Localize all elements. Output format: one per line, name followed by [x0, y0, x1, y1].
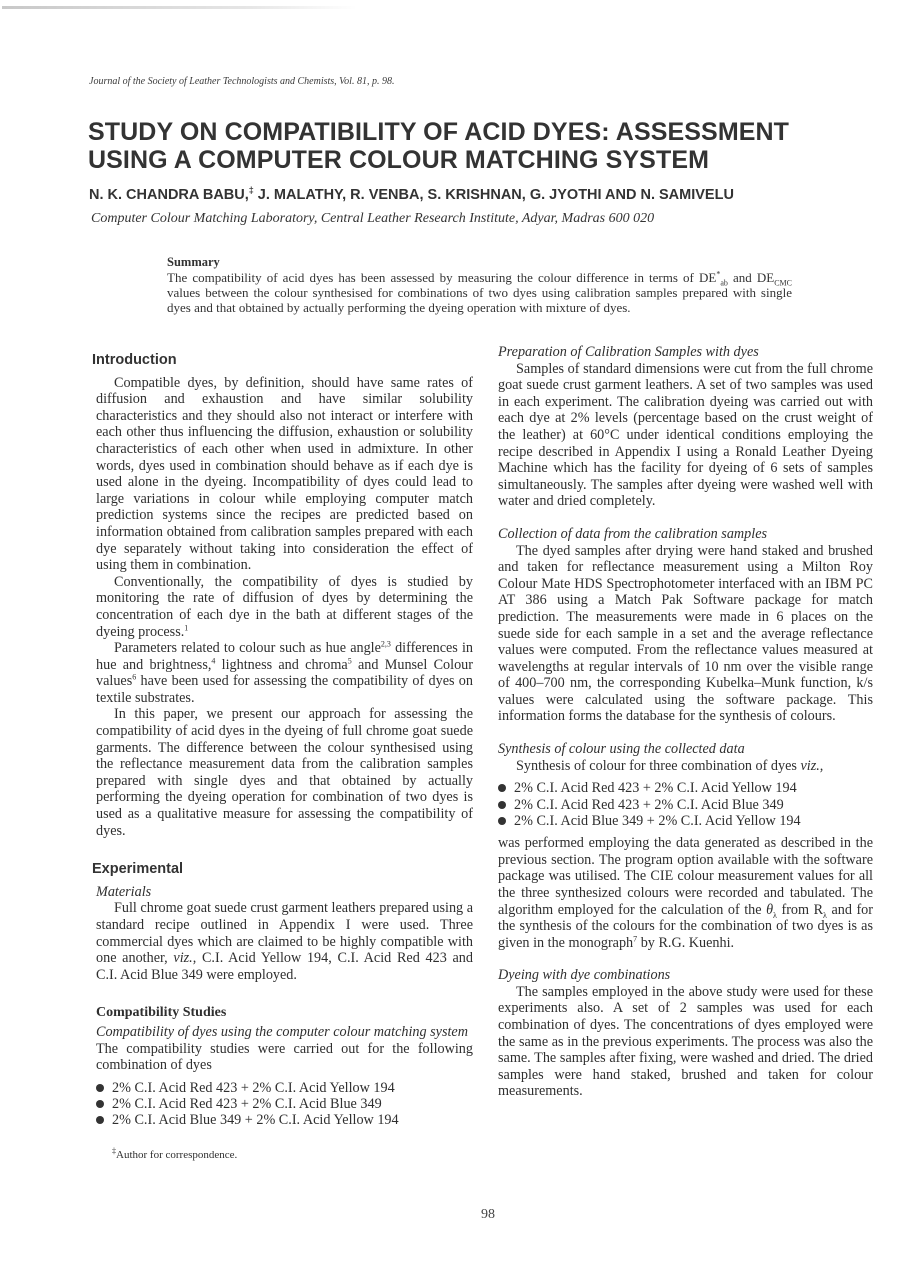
intro-paragraph-1: Compatible dyes, by definition, should have same rates of diffusion and exhaustion and have similar solubility characteristics and they should also not interact or interfere with each other thus influencing the diffusion, exhaustion or solubility characteristics of each other when used in admixture. In other words, dyes used in combination should behave as if each dye is used alone in the dyeing. Incompatibility of dyes could lead to large variations in colour while employing computer match prediction systems since the recipes are predicted based on information obtained from calibration samples prepared with each dye separately without taking into consideration the effect of using them in combination. — [96, 374, 473, 574]
lambda-subscript: λ — [823, 910, 827, 920]
preparation-paragraph: Samples of standard dimensions were cut from the full chrome goat suede crust garment leathers. A set of two samples was used in each experiment. The calibration dyeing was carried out with each dye at 2% levels (percentage based on the crust weight of the leather) at 60°C under identical conditions employing the recipe described in Appendix I using a Ronald Leather Dyeing Machine which has the facility for dyeing of 6 sets of samples simultaneously. The samples after dyeing were washed well with water and dried completely. — [498, 360, 873, 510]
list-item — [96, 1112, 473, 1128]
intro-paragraph-4: In this paper, we present our approach for assessing the compatibility of acid dyes in the dyeing of full chrome goat suede garments. The difference between the colour synthesised using the reflectance measurement data from the calibration samples prepared with single dyes and that obtained by actually performing the dyeing operation for combination of two dyes is used as a qualitative measure for assessing the compatibility of dyes. — [96, 706, 473, 839]
intro-paragraph-2 — [96, 574, 473, 640]
de-superscript: * — [716, 269, 721, 279]
synthesis-heading: Synthesis of colour using the collected data — [498, 741, 745, 758]
summary-heading: Summary — [167, 255, 220, 269]
list-item-text: 2% C.I. Acid Red 423 + 2% C.I. Acid Blue 349 — [112, 1096, 382, 1113]
materials-text: , C.I. Acid Yellow 194, C.I. Acid Red 423 and C.I. Acid Blue 349 were employed. — [96, 950, 473, 983]
viz-italic: viz. — [173, 950, 193, 967]
collection-heading: Collection of data from the calibration samples — [498, 525, 768, 542]
intro-paragraph-3 — [96, 640, 473, 706]
list-item — [498, 813, 873, 829]
left-column — [92, 352, 473, 1163]
title-line-1: STUDY ON COMPATIBILITY OF ACID DYES: ASSESSMENT — [88, 118, 790, 146]
synthesis-combination-list — [498, 780, 873, 829]
materials-paragraph — [96, 900, 473, 983]
bullet-icon — [96, 1100, 104, 1108]
collection-paragraph: The dyed samples after drying were hand staked and brushed and taken for reflectance measurement using a Milton Roy Colour Mate HDS Spectrophotometer interfaced with an IBM PC AT 386 using a Match Pak Software package for match prediction. The measurements were made in 6 places on the suede side for each sample in a set and the average reflectance values were computed. From the reflectance values measured at wavelengths at regular intervals of 10 nm over the visible range of 400–700 nm, the corresponding Kubelka–Munk function, k/s values were calculated using the software package. This information forms the database for the synthesis of colours. — [498, 542, 873, 725]
footnote-mark: ‡ — [112, 1145, 116, 1155]
lambda-subscript: λ — [773, 910, 777, 920]
list-item — [498, 797, 873, 813]
synthesis-intro-text: Synthesis of colour for three combination of dyes — [516, 757, 801, 774]
page-number: 98 — [481, 1207, 495, 1222]
list-item-text: 2% C.I. Acid Red 423 + 2% C.I. Acid Yellow 194 — [514, 780, 797, 797]
correspondence-mark: ‡ — [248, 185, 254, 196]
citation-ref: 6 — [132, 672, 137, 682]
list-item-text: 2% C.I. Acid Red 423 + 2% C.I. Acid Blue 349 — [514, 796, 784, 813]
citation-ref: 1 — [184, 622, 189, 632]
synthesis-paragraph — [498, 835, 873, 951]
synthesis-text: and for the synthesis of the colours for the combination of two dyes is as given in the monograph — [498, 901, 874, 951]
affiliation: Computer Colour Matching Laboratory, Central Leather Research Institute, Adyar, Madras 600 020 — [91, 211, 655, 226]
summary-block — [167, 255, 792, 315]
scan-edge-artifact — [2, 6, 357, 9]
cmc-subscript: CMC — [774, 278, 792, 288]
dye-combination-list — [96, 1080, 473, 1129]
introduction-heading: Introduction — [92, 352, 177, 368]
viz-italic: viz., — [800, 757, 824, 774]
list-item-text: 2% C.I. Acid Red 423 + 2% C.I. Acid Yellow 194 — [112, 1079, 395, 1096]
intro-p3-text: and Munsel Colour values — [96, 656, 473, 690]
intro-p3-text: Parameters related to colour such as hue angle — [114, 640, 381, 657]
summary-text-part: The compatibility of acid dyes has been assessed by measuring the colour difference in terms of DE — [167, 270, 717, 285]
list-item-text: 2% C.I. Acid Blue 349 + 2% C.I. Acid Yellow 194 — [112, 1112, 399, 1129]
materials-heading: Materials — [96, 883, 152, 900]
synthesis-text: was performed employing the data generated as described in the previous section. The program option available with the software package was utilised. The CIE colour measurement values for all the three synthesized colours were recorded and tabulated. The algorithm employed for the calculation of the — [498, 835, 873, 918]
first-author: N. K. CHANDRA BABU, — [89, 187, 249, 203]
de-subscript: ab — [720, 278, 728, 288]
theta-symbol: θ — [766, 901, 774, 918]
citation-ref: 7 — [633, 933, 638, 943]
article-title — [88, 118, 868, 174]
materials-text: Full chrome goat suede crust garment leathers prepared using a standard recipe outlined in Appendix I were used. Three commercial dyes which are claimed to be highly compatible with one another, — [96, 900, 473, 967]
right-column — [498, 344, 873, 1100]
intro-p2-text: Conventionally, the compatibility of dyes is studied by monitoring the rate of diffusion of dyes by determining the concentration of each dye in the bath at different stages of the dyeing process. — [96, 573, 473, 640]
running-head: Journal of the Society of Leather Technologists and Chemists, Vol. 81, p. 98. — [89, 76, 395, 87]
footnote — [112, 1147, 473, 1164]
intro-p3-text: differences in hue and brightness, — [96, 640, 473, 673]
dyeing-heading: Dyeing with dye combinations — [498, 967, 671, 984]
compatibility-studies-heading: Compatibility Studies — [96, 1005, 227, 1021]
synthesis-text: from R — [776, 901, 824, 918]
list-item — [96, 1080, 473, 1096]
compatibility-paragraph: The compatibility studies were carried out for the following combination of dyes — [96, 1040, 473, 1074]
bullet-icon — [498, 801, 506, 809]
list-item — [96, 1096, 473, 1112]
title-line-2: USING A COMPUTER COLOUR MATCHING SYSTEM — [88, 146, 710, 174]
citation-ref: 2,3 — [380, 639, 391, 649]
bullet-icon — [498, 784, 506, 792]
citation-ref: 5 — [347, 655, 352, 665]
compatibility-subheading: Compatibility of dyes using the computer colour matching system — [96, 1023, 468, 1040]
dyeing-paragraph: The samples employed in the above study were used for these experiments also. A set of 2 samples was used for each combination of dyes. The concentrations of dyes employed were the same as in the previous experiments. The process was also the same. The samples after fixing, were washed and dried. The dried samples were hand staked, brushed and taken for colour measurements. — [498, 983, 873, 1100]
experimental-heading: Experimental — [92, 861, 184, 878]
synthesis-text: by R.G. Kuenhi. — [637, 934, 735, 951]
intro-p3-text: have been used for assessing the compatibility of dyes on textile substrates. — [96, 673, 473, 706]
bullet-icon — [498, 817, 506, 825]
author-list — [89, 187, 734, 203]
list-item — [498, 780, 873, 796]
preparation-heading: Preparation of Calibration Samples with dyes — [498, 344, 759, 360]
intro-p3-text: lightness and chroma — [215, 656, 348, 673]
summary-text — [167, 270, 792, 315]
footnote-text: Author for correspondence. — [116, 1148, 238, 1161]
summary-text-part: and DE — [727, 270, 775, 285]
other-authors: J. MALATHY, R. VENBA, S. KRISHNAN, G. JYOTHI AND N. SAMIVELU — [253, 187, 734, 203]
synthesis-intro — [498, 758, 873, 775]
citation-ref: 4 — [211, 655, 216, 665]
bullet-icon — [96, 1116, 104, 1124]
list-item-text: 2% C.I. Acid Blue 349 + 2% C.I. Acid Yellow 194 — [514, 812, 801, 829]
summary-text-part: values between the colour synthesised for combinations of two dyes using calibration samples prepared with single dyes and that obtained by actually performing the dyeing operation with mixture of dyes. — [167, 285, 792, 315]
bullet-icon — [96, 1084, 104, 1092]
